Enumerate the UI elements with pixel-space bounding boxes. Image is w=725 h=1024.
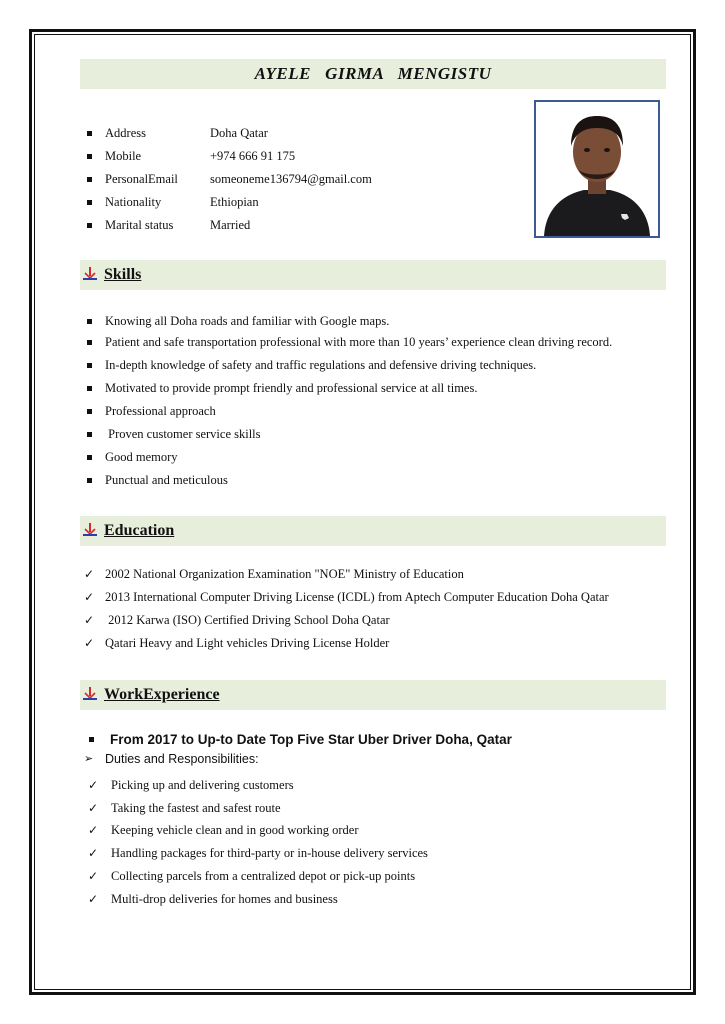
down-arrow-icon [83,267,97,281]
checkmark-icon: ✓ [84,636,95,650]
duty-text: Collecting parcels from a centralized depot or pick-up points [111,869,416,883]
bullet-icon [87,363,92,368]
education-text: Qatari Heavy and Light vehicles Driving License Holder [105,636,390,650]
contact-value: someoneme136794@gmail.com [210,172,372,186]
skills-header [80,260,666,290]
contact-value: Married [210,218,251,232]
arrowhead-icon: ➢ [84,752,94,765]
contact-label: Mobile [105,149,142,163]
name-header [80,59,666,89]
bullet-icon [87,223,92,228]
bullet-icon [87,200,92,205]
bullet-icon [89,737,94,742]
duty-text: Picking up and delivering customers [111,778,294,792]
person-portrait-icon [536,102,658,236]
skill-text: Professional approach [105,404,216,418]
checkmark-icon: ✓ [88,869,99,883]
skill-text: Proven customer service skills [105,427,261,441]
down-arrow-icon [83,523,97,537]
contact-label: Nationality [105,195,162,209]
job-title: From 2017 to Up-to Date Top Five Star Uber Driver Doha, Qatar [110,732,512,747]
checkmark-icon: ✓ [84,590,95,604]
skill-text: Knowing all Doha roads and familiar with Google maps. [105,314,390,328]
education-text: 2012 Karwa (ISO) Certified Driving School Doha Qatar [105,613,390,627]
work-experience-title: WorkExperience [104,686,220,703]
bullet-icon [87,177,92,182]
checkmark-icon: ✓ [88,778,99,792]
bullet-icon [87,131,92,136]
down-arrow-icon [83,687,97,701]
skill-text: Motivated to provide prompt friendly and professional service at all times. [105,381,478,395]
skills-title: Skills [104,266,142,283]
bullet-icon [87,478,92,483]
work-experience-header [80,680,666,710]
checkmark-icon: ✓ [88,823,99,837]
checkmark-icon: ✓ [88,846,99,860]
contact-value: Doha Qatar [210,126,268,140]
duty-text: Handling packages for third-party or in-house delivery services [111,846,428,860]
duty-text: Multi-drop deliveries for homes and business [111,892,338,906]
contact-value: +974 666 91 175 [210,149,296,163]
bullet-icon [87,386,92,391]
contact-value: Ethiopian [210,195,259,209]
bullet-icon [87,340,92,345]
candidate-name: AYELE GIRMA MENGISTU [254,64,492,83]
duties-label: Duties and Responsibilities: [105,752,259,766]
bullet-icon [87,319,92,324]
skill-text: Punctual and meticulous [105,473,228,487]
checkmark-icon: ✓ [88,801,99,815]
skill-text: In-depth knowledge of safety and traffic regulations and defensive driving techniques. [105,358,537,372]
skill-text: Patient and safe transportation professional with more than 10 years’ experience clean driving record. [105,335,613,349]
checkmark-icon: ✓ [84,567,95,581]
contact-label: PersonalEmail [105,172,178,186]
education-text: 2013 International Computer Driving License (ICDL) from Aptech Computer Education Doha Qatar [105,590,609,604]
contact-label: Marital status [105,218,174,232]
checkmark-icon: ✓ [88,892,99,906]
profile-photo [534,100,660,238]
contact-label: Address [105,126,146,140]
education-header [80,516,666,546]
education-title: Education [104,522,175,539]
skill-text: Good memory [105,450,178,464]
bullet-icon [87,455,92,460]
bullet-icon [87,409,92,414]
education-text: 2002 National Organization Examination "NOE" Ministry of Education [105,567,464,581]
bullet-icon [87,432,92,437]
duty-text: Keeping vehicle clean and in good working order [111,823,359,837]
bullet-icon [87,154,92,159]
checkmark-icon: ✓ [84,613,95,627]
duty-text: Taking the fastest and safest route [111,801,281,815]
